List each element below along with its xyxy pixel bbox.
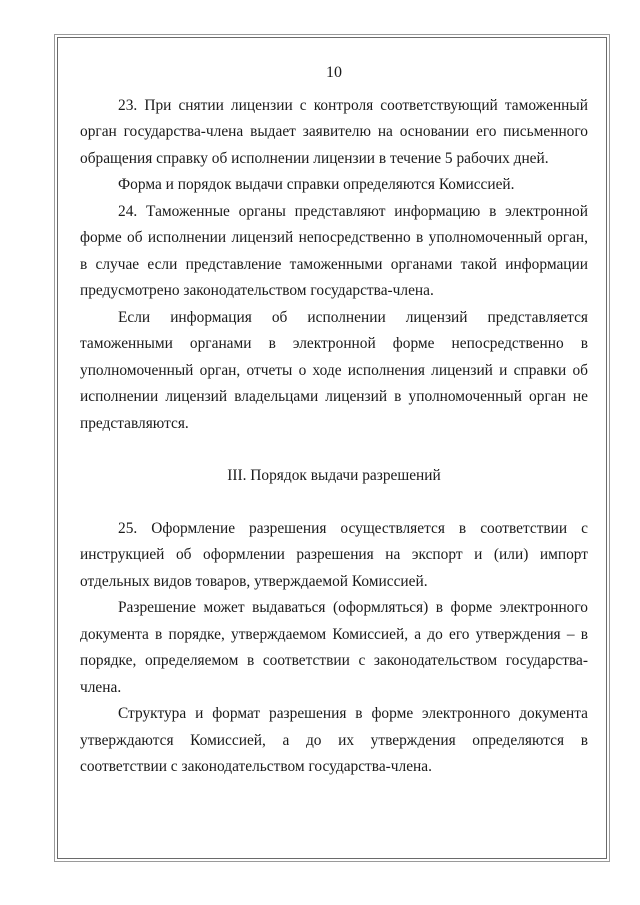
paragraph-23: 23. При снятии лицензии с контроля соответствующий таможенный орган государства-члена выдает заявителю на основании его письменного обращения справку об исполнении лицензии в течение 5 рабочих дней.	[80, 96, 588, 167]
paragraph-25: 25. Оформление разрешения осуществляется в соответствии с инструкцией об оформлении разрешения на экспорт и (или) импорт отдельных видов товаров, утверждаемой Комиссией.	[80, 519, 588, 590]
paragraph-form-certificate: Форма и порядок выдачи справки определяются Комиссией.	[118, 176, 515, 193]
paragraph-structure-format: Структура и формат разрешения в форме электронного документа утверждаются Комиссией, а до их утверждения определяются в соответствии с законодательством государства-члена.	[80, 705, 588, 775]
paragraph-electronic-info: Если информация об исполнении лицензий представляется таможенными органами в электронной форме непосредственно в уполномоченный орган, отчеты о ходе исполнения лицензий и справки об исполнении лицензий владельцами лицензий в уполномоченный орган не представляются.	[80, 308, 588, 432]
paragraph-24: 24. Таможенные органы представляют информацию в электронной форме об исполнении лицензий непосредственно в уполномоченный орган, в случае если представление таможенными органами такой информации предусмотрено законодательством государства-члена.	[80, 202, 588, 299]
page-number: 10	[326, 64, 342, 81]
paragraph-permit-electronic: Разрешение может выдаваться (оформляться) в форме электронного документа в порядке, утверждаемом Комиссией, а до его утверждения – в порядке, определяемом в соответствии с законодательством государства-члена.	[80, 599, 588, 696]
section-heading: III. Порядок выдачи разрешений	[227, 467, 441, 484]
document-body	[80, 60, 588, 781]
